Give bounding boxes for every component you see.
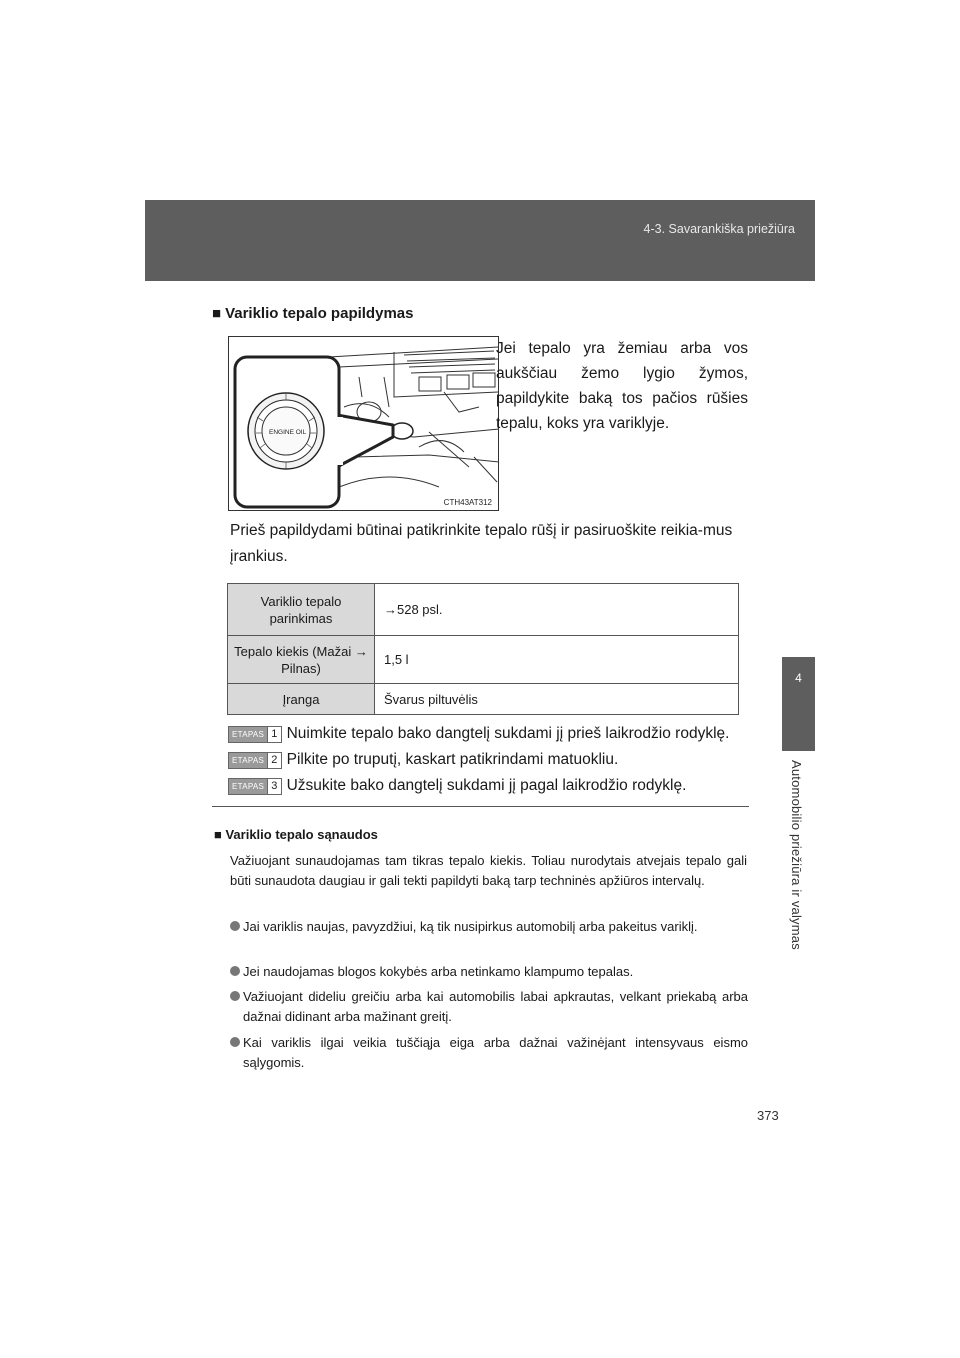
list-item: Jai variklis naujas, pavyzdžiui, ką tik nusipirkus automobilį arba pakeitus variklį. [230,917,748,937]
engine-bay-drawing [229,337,499,511]
page-number: 373 [757,1108,779,1123]
table-value: →528 psl. [375,584,739,636]
chapter-title: Automobilio priežiūra ir valymas [789,760,804,950]
table-value: Švarus piltuvėlis [375,684,739,715]
list-item: Važiuojant dideliu greičiu arba kai automobilis labai apkrautas, velkant priekabą arba dažnai didinant arba mažinant greitį. [230,987,748,1027]
section-heading [212,305,413,322]
cap-label-text: ENGINE OIL [269,429,307,436]
section-breadcrumb: 4-3. Savarankiška priežiūra [643,222,795,236]
chapter-number-tab [782,657,815,751]
step-1 [228,725,729,743]
engine-oil-cap-illustration [228,336,499,511]
step-text: Pilkite po truputį, kaskart patikrindami matuokliu. [286,751,619,768]
note-body: Važiuojant sunaudojamas tam tikras tepalo kiekis. Toliau nurodytais atvejais tepalo gali būti sunaudota daugiau ir gali tekti papildyti baką tarp techninės apžiūros intervalų. [230,853,747,888]
heading-bullet: ■ [212,305,222,322]
table-label: Įranga [228,684,375,715]
header-band [145,200,815,281]
step-badge: ETAPAS 1 [228,726,282,743]
table-value: 1,5 l [375,636,739,684]
table-label: Tepalo kiekis (Mažai → Pilnas) [228,636,375,684]
bullet-dot-icon [230,966,240,976]
step-2 [228,751,618,769]
note-heading: ■ Variklio tepalo sąnaudos [214,827,378,842]
bullet-dot-icon [230,1037,240,1047]
intro-paragraph: Jei tepalo yra žemiau arba vos aukščiau žemo lygio žymos, papildykite baką tos pačios rūšies tepalu, koks yra variklyje. [496,340,748,432]
bullet-dot-icon [230,921,240,931]
chapter-number: 4 [795,671,802,685]
bullet-dot-icon [230,991,240,1001]
list-item: Jei naudojamas blogos kokybės arba netinkamo klampumo tepalas. [230,962,748,982]
step-badge: ETAPAS 2 [228,752,282,769]
oil-spec-table [227,583,739,715]
table-row [228,636,739,684]
table-row [228,584,739,636]
step-3 [228,777,686,795]
preparation-paragraph: Prieš papildydami būtinai patikrinkite tepalo rūšį ir pasiruoškite reikia-mus įrankius. [230,522,733,565]
table-label: Variklio tepalo parinkimas [228,584,375,636]
step-text: Užsukite bako dangtelį sukdami jį pagal laikrodžio rodyklę. [286,777,687,794]
heading-text: Variklio tepalo papildymas [225,305,414,322]
step-text: Nuimkite tepalo bako dangtelį sukdami jį prieš laikrodžio rodyklę. [286,725,730,742]
section-divider [212,806,749,807]
step-badge: ETAPAS 3 [228,778,282,795]
list-item: Kai variklis ilgai veikia tuščiąja eiga arba dažnai važinėjant intensyvaus eismo sąlygomis. [230,1033,748,1073]
table-row [228,684,739,715]
figure-code: CTH43AT312 [443,498,492,507]
